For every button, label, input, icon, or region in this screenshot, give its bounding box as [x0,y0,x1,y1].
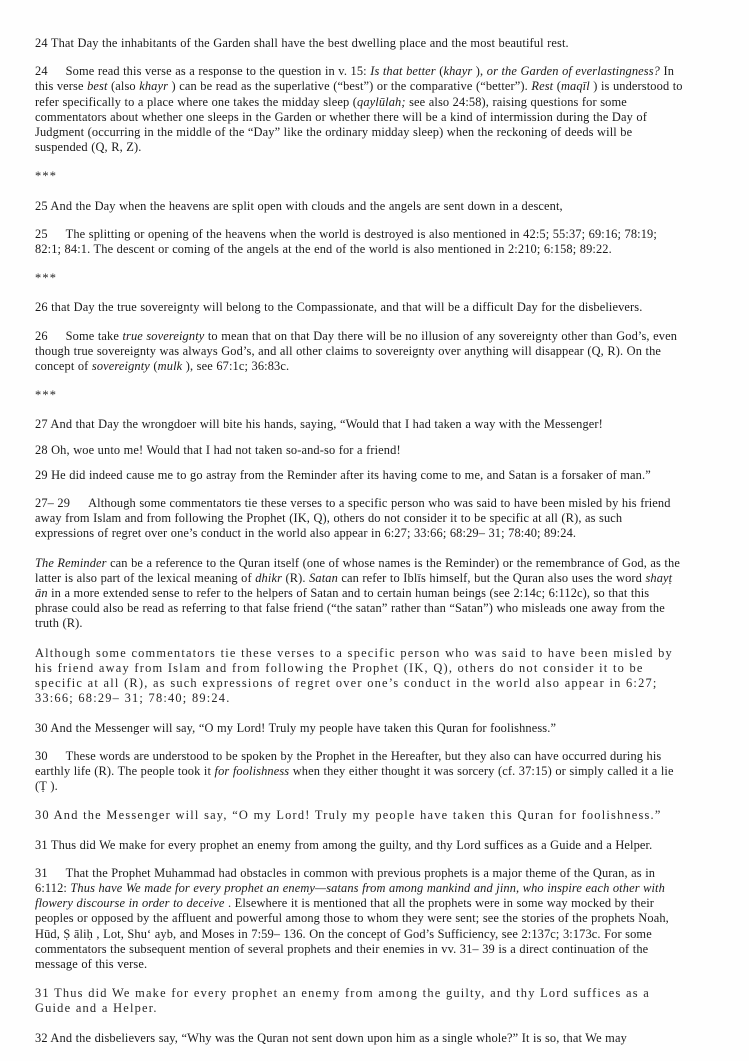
verse-25: 25 And the Day when the heavens are split open with clouds and the angels are sent down in a descent, [35,198,563,213]
commentary-26: 26 Some take true sovereignty to mean that on that Day there will be no illusion of any sovereignty other than God’s, even though true sovereignty was always God’s, and all other claims to sovereignty over anything will disappear (Q, R). On the concept of sovereignty (mulk ), see 67:1c; 36:83c. [35,328,678,374]
verse-30: 30 And the Messenger will say, “O my Lord! Truly my people have taken this Quran for foolishness.” [35,720,557,735]
commentary-27-29: 27– 29 Although some commentators tie these verses to a specific person who was said to have been misled by his friend away from Islam and from following the Prophet (IK, Q), others do not consider it to be specific at all (R), as such expressions of regret over one’s conduct in the world also appear in 6:27; 33:66; 68:29– 31; 78:40; 89:24. [35,496,671,541]
commentary-number-25: 25 [35,226,48,241]
commentary-number-26: 26 [35,328,48,343]
commentary-number-24: 24 [35,64,48,79]
verse-29: 29 He did indeed cause me to go astray from the Reminder after its having come to me, and Satan is a forsaker of man.” [35,467,651,482]
verse-27: 27 And that Day the wrongdoer will bite his hands, saying, “Would that I had taken a way with the Messenger! [35,417,603,432]
section-separator: 30 And the Messenger will say, “O my Lord! Truly my people have taken this Quran for foolishness.” [35,808,662,823]
commentary-number-27-29: 27– 29 [35,496,71,511]
verse-28: 28 Oh, woe unto me! Would that I had not taken so-and-so for a friend! [35,442,401,457]
commentary-27-29-continued: The Reminder can be a reference to the Quran itself (one of whose names is the Reminder) or the remembrance of God, as the latter is also part of the lexical meaning of dhikr (R). Satan can refer to Iblīs himself, but the Quran also uses the word shayṭ ān in a more extended sense to refer to the helpers of Satan and to certain human beings (see 2:14c; 6:112c), so that this phrase could also be read as referring to that false friend (“the satan” rather than “Satan”) who misleads one away from the truth (R). [35,555,680,631]
commentary-31: 31 That the Prophet Muhammad had obstacles in common with previous prophets is a major theme of the Quran, as in 6:112: Thus have We made for every prophet an enemy—satans from among mankind and jinn, who inspire each other with flowery discourse in order to deceive . Elsewhere it is mentioned that all the prophets were in some way mocked by their peoples or opposed by the affluent and powerful among those to whom they were sent; see the stories of the prophets Noah, Hūd, Ṣ āliḥ , Lot, Shuʻ ayb, and Moses in 7:59– 136. On the concept of God’s Sufficiency, see 2:137c; 3:173c. For some commentators the subsequent mention of several prophets and their enemies in vv. 31– 39 is a direct continuation of the message of this verse. [35,865,669,971]
verse-32: 32 And the disbelievers say, “Why was the Quran not sent down upon him as a single whole?” It is so, that We may [35,1030,627,1045]
verse-31: 31 Thus did We make for every prophet an enemy from among the guilty, and thy Lord suffices as a Guide and a Helper. [35,837,653,852]
verse-24: 24 That Day the inhabitants of the Garden shall have the best dwelling place and the most beautiful rest. [35,36,569,50]
commentary-number-31: 31 [35,865,48,880]
commentary-30: 30 These words are understood to be spoken by the Prophet in the Hereafter, but they also can have occurred during his earthly life (R). The people took it for foolishness when they either thought it was sorcery (cf. 37:15) or simply called it a lie (Ṭ ). [35,748,674,794]
section-separator: Although some commentators tie these verses to a specific person who was said to have been misled by his friend away from Islam and from following the Prophet (IK, Q), others do not consider it to be specific at all (R), as such expressions of regret over one’s conduct in the world also appear in 6:27; 33:66; 68:29– 31; 78:40; 89:24. [35,645,673,706]
verse-26: 26 that Day the true sovereignty will belong to the Compassionate, and that will be a difficult Day for the disbelievers. [35,300,643,315]
section-separator: *** [35,169,58,184]
commentary-24: 24 Some read this verse as a response to the question in v. 15: Is that better (khayr ), or the Garden of everlastingness? In this verse best (also khayr ) can be read as the superlative (“best”) or the comparative (“better”). Rest (maqīl ) is understood to refer specifically to a place where one takes the midday sleep (qaylūlah; see also 24:58), raising questions for some commentators about whether one sleeps in the Garden or whether there will be a kind of intermission during the Day of Judgment (occurring in the middle of the “Day” like the ordinary midday sleep) when the reckoning of deeds will be suspended (Q, R, Z). [35,64,683,155]
page-body [35,36,683,1046]
section-separator: *** [35,388,58,403]
section-separator: *** [35,271,58,286]
commentary-number-30: 30 [35,748,48,763]
section-separator: 31 Thus did We make for every prophet an enemy from among the guilty, and thy Lord suffices as a Guide and a Helper. [35,986,650,1016]
commentary-25: 25 The splitting or opening of the heavens when the world is destroyed is also mentioned in 42:5; 55:37; 69:16; 78:19; 82:1; 84:1. The descent or coming of the angels at the end of the world is also mentioned in 2:210; 6:158; 89:22. [35,226,657,257]
